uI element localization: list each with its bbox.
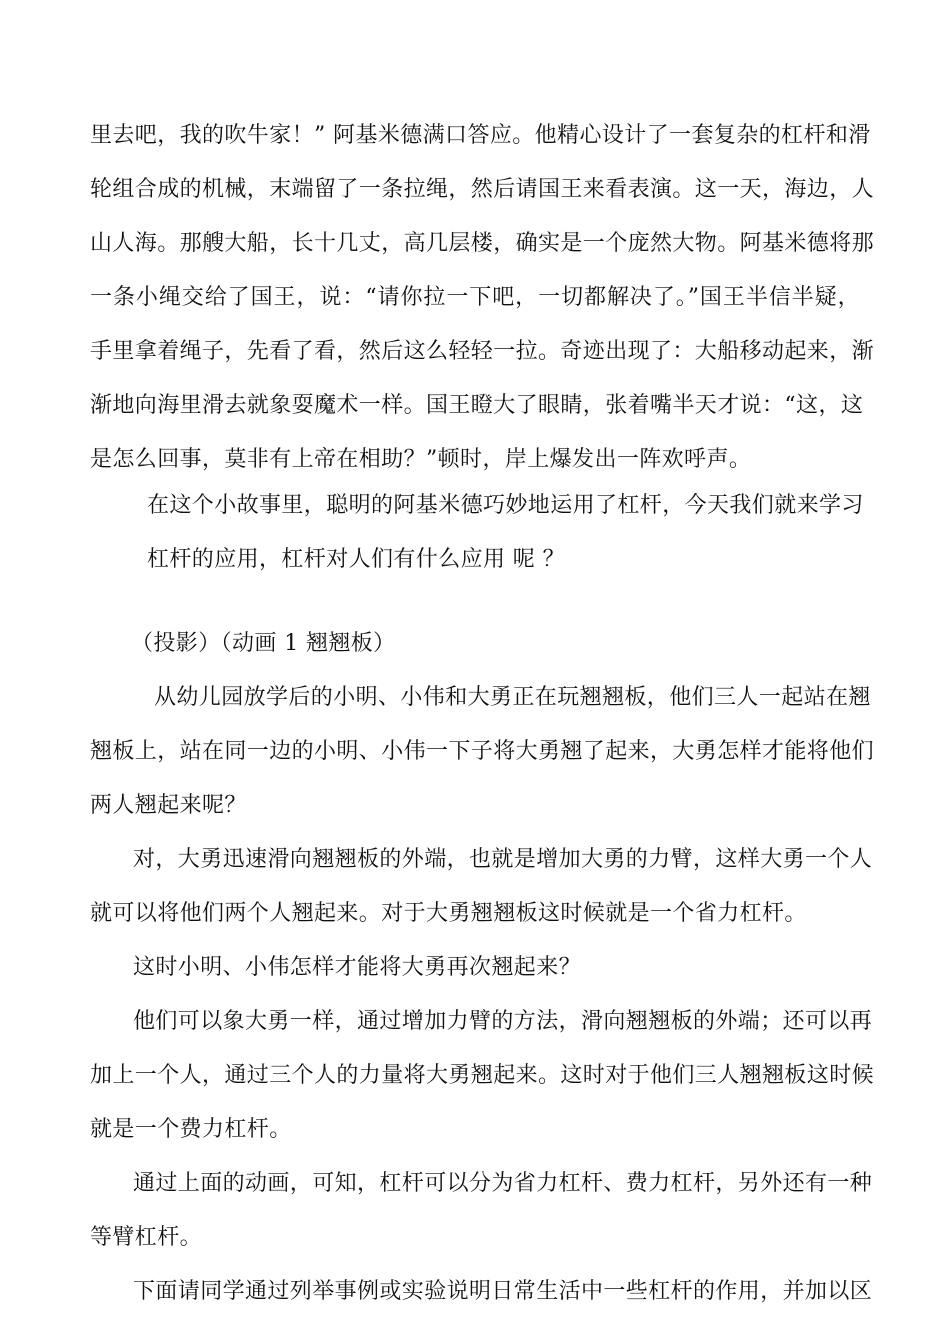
projection-heading: （投影）（动画 1 翘翘板） xyxy=(131,631,396,656)
text-line-18: 加上一个人，通过三个人的力量将大勇翘起来。这时对于他们三人翘翘板这时候 xyxy=(90,1063,875,1088)
text-line-22: 下面请同学通过列举事例或实验说明日常生活中一些杠杆的作用，并加以区 xyxy=(133,1279,873,1304)
text-line-6: 渐地向海里滑去就象耍魔术一样。国王瞪大了眼睛，张着嘴半天才说：“这，这 xyxy=(90,393,864,418)
text-line-15: 就可以将他们两个人翘起来。对于大勇翘翘板这时候就是一个省力杠杆。 xyxy=(90,901,807,926)
text-line-12: 翘板上，站在同一边的小明、小伟一下子将大勇翘了起来，大勇怎样才能将他们 xyxy=(90,739,875,764)
text-line-17: 他们可以象大勇一样，通过增加力臂的方法，滑向翘翘板的外端；还可以再 xyxy=(133,1009,873,1034)
text-line-11: 从幼儿园放学后的小明、小伟和大勇正在玩翘翘板，他们三人一起站在翘 xyxy=(154,685,871,710)
text-line-14: 对，大勇迅速滑向翘翘板的外端，也就是增加大勇的力臂，这样大勇一个人 xyxy=(133,847,873,872)
text-line-7: 是怎么回事，莫非有上帝在相助？”顿时，岸上爆发出一阵欢呼声。 xyxy=(90,447,752,472)
text-line-20: 通过上面的动画，可知，杠杆可以分为省力杠杆、费力杠杆，另外还有一种 xyxy=(133,1171,873,1196)
text-line-1: 里去吧，我的吹牛家！” 阿基米德满口答应。他精心设计了一套复杂的杠杆和滑 xyxy=(90,123,871,148)
text-line-13: 两人翘起来呢？ xyxy=(90,793,247,818)
text-line-21: 等臂杠杆。 xyxy=(90,1225,203,1250)
text-line-8: 在这个小故事里，聪明的阿基米德巧妙地运用了杠杆，今天我们就来学习 xyxy=(147,493,864,518)
text-line-9: 杠杆的应用，杠杆对人们有什么应用 呢 ？ xyxy=(147,547,565,572)
text-line-19: 就是一个费力杠杆。 xyxy=(90,1117,292,1142)
text-line-16: 这时小明、小伟怎样才能将大勇再次翘起来？ xyxy=(133,955,582,980)
text-line-5: 手里拿着绳子，先看了看，然后这么轻轻一拉。奇迹出现了：大船移动起来，渐 xyxy=(90,339,875,364)
text-line-2: 轮组合成的机械，末端留了一条拉绳，然后请国王来看表演。这一天，海边，人 xyxy=(90,177,875,202)
text-line-4: 一条小绳交给了国王，说：“请你拉一下吧，一切都解决了。”国王半信半疑， xyxy=(90,285,860,310)
text-line-3: 山人海。那艘大船，长十几丈，高几层楼，确实是一个庞然大物。阿基米德将那 xyxy=(90,231,875,256)
